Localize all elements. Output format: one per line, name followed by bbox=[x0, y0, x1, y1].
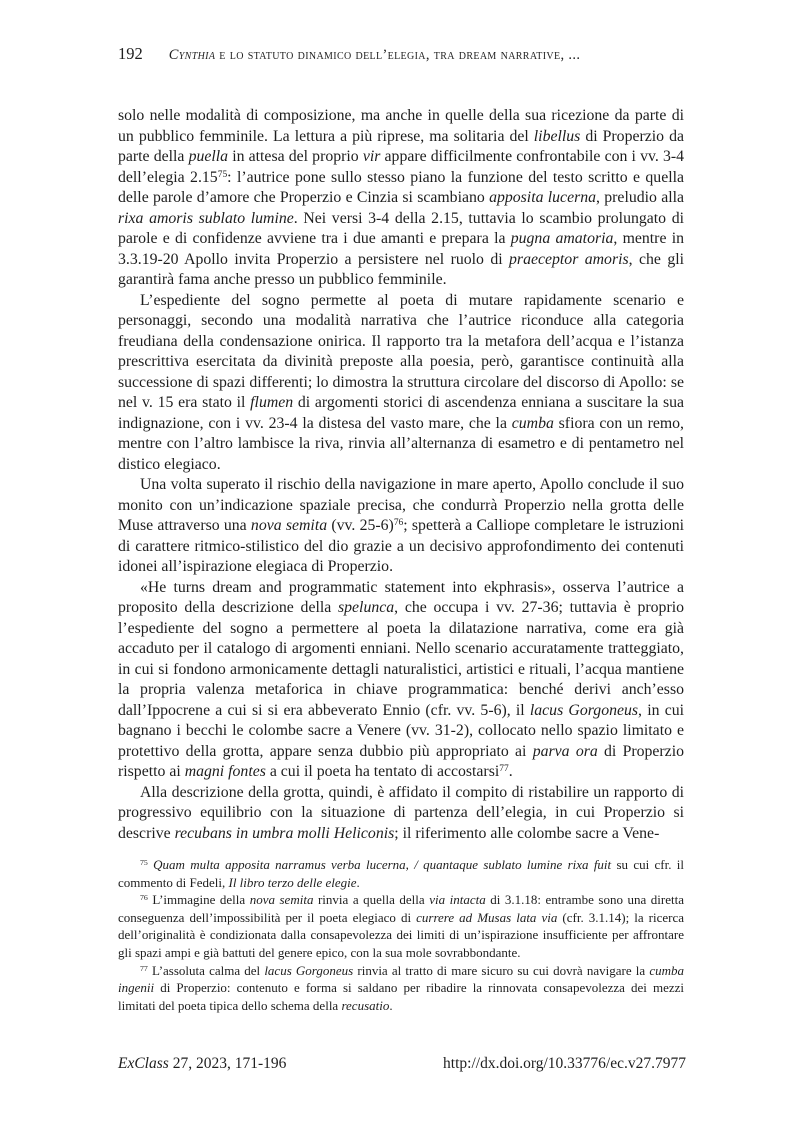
paragraph: solo nelle modalità di composizione, ma anche in quelle della sua ricezione da parte di un pubblico femminile. La lettura a più riprese, ma solitaria del libellus di Properzio da parte della puella in attesa del proprio vir appare difficilmente confrontabile con i vv. 3-4 dell’elegia 2.15$^{75}$: l’autrice pone sullo stesso piano la funzione del testo scritto e quella delle parole d’amore che Properzio e Cinzia si scambiano apposita lucerna, preludio alla rixa amoris sublato lumine. Nei versi 3-4 della 2.15, tuttavia lo scambio prolungato di parole e di confidenze avviene tra i due amanti e prepara la pugna amatoria, mentre in 3.3.19-20 Apollo invita Properzio a persistere nel ruolo di praeceptor amoris, che gli garantirà fama anche presso un pubblico femminile. bbox=[118, 107, 685, 288]
italic-phrase: Il libro terzo delle elegie bbox=[228, 874, 357, 890]
italic-phrase: puella bbox=[188, 148, 229, 165]
italic-phrase: cumba bbox=[511, 414, 554, 432]
italic-phrase: via intacta bbox=[429, 892, 486, 908]
italic-phrase: Cynthia bbox=[168, 47, 216, 63]
running-title: Cynthia e lo statuto dinamico dell’elegia, tra dream narrative, ... bbox=[168, 47, 581, 63]
footnote-ref: 77 bbox=[499, 764, 509, 775]
journal-citation: ExClass 27, 2023, 171-196 bbox=[118, 1055, 287, 1072]
footnote-ref: 76 bbox=[140, 893, 148, 903]
italic-phrase: nova semita bbox=[250, 517, 328, 534]
page-number: 192 bbox=[118, 44, 143, 63]
footnote-ref: 77 bbox=[140, 963, 148, 973]
italic-phrase: spelunca bbox=[338, 599, 395, 616]
footnote-ref: 75 bbox=[217, 169, 228, 180]
italic-phrase: currere ad Musas lata via bbox=[416, 909, 558, 925]
paragraph: L’espediente del sogno permette al poeta di mutare rapidamente scenario e personaggi, secondo una modalità narrativa che l’autrice riconduce alla categoria freudiana della condensazione onirica. Il rapporto tra la metafora dell’acqua e l’istanza prescrittiva esercitata da divinità preposte alla poesia, però, garantisce continuità alla successione di spazi differenti; lo dimostra la struttura circolare del discorso di Apollo: se nel v. 15 era stato il flumen di argomenti storici di ascendenza enniana a suscitare la sua indignazione, con i vv. 23-4 la distesa del vasto mare, che la cumba sfiora con un remo, mentre con l’altro lambisce la riva, rinvia all’alternanza di esametro e di pentametro nel distico elegiaco. bbox=[118, 291, 685, 473]
italic-phrase: vir bbox=[362, 148, 381, 165]
footnote-77: $^{77}$ L’assoluta calma del lacus Gorgoneus rinvia al tratto di mare sicuro su cui dovrà navigare la cumba ingenii di Properzio: contenuto e forma si saldano per ribadire la rinnovata consapevolezza dei mezzi limitati del poeta tipica dello schema della recusatio. bbox=[118, 962, 684, 1013]
paragraph: «He turns dream and programmatic statement into ekphrasis», osserva l’autrice a proposito della descrizione della spelunca, che occupa i vv. 27-36; tuttavia è proprio l’espediente del sogno a permettere al poeta la dilatazione narrativa, come era già accaduto per il catalogo di argomenti enniani. Nello scenario accuratamente tratteggiato, in cui si fondono armonicamente dettagli naturalistici, artistici e rituali, l’acqua mantiene la propria valenza metaforica in chiave programmatica: benché derivi anch’esso dall’Ippocrene a cui si si era abbeverato Ennio (cfr. vv. 5-6), il lacus Gorgoneus, in cui bagnano i becchi le colombe sacre a Venere (vv. 31-2), collocato nello spazio limitato e protettivo della grotta, appare senza dubbio più appropriato ai parva ora di Properzio rispetto ai magni fontes a cui il poeta ha tentato di accostarsi$^{77}$. bbox=[118, 578, 684, 780]
paragraph: Alla descrizione della grotta, quindi, è affidato il compito di ristabilire un rapporto di progressivo equilibrio con la situazione di partenza dell’elegia, in cui Properzio si descrive recubans in umbra molli Heliconis; il riferimento alle colombe sacre a Vene- bbox=[118, 783, 684, 842]
italic-phrase: lacus Gorgoneus bbox=[529, 701, 639, 719]
italic-phrase: recubans in umbra molli Heliconis bbox=[174, 824, 395, 842]
italic-phrase: nova semita bbox=[249, 892, 314, 908]
doi-link[interactable]: http://dx.doi.org/10.33776/ec.v27.7977 bbox=[443, 1055, 686, 1072]
running-head bbox=[118, 44, 686, 64]
footnote-76: $^{76}$ L’immagine della nova semita rinvia a quella della via intacta di 3.1.18: entrambe sono una diretta conseguenza dell’impossibilità per il poeta elegiaco di currere ad Musas lata via (cfr. 3.1.14); la ricerca dell’originalità è condizionata dalla consapevolezza dei limiti di un’ispirazione insufficiente per affrontare gli spazi ampi e già battuti del genere epico, con la sua mole sovrabbondante. bbox=[118, 892, 685, 960]
italic-phrase: parva ora bbox=[532, 742, 598, 760]
italic-phrase: pugna amatoria bbox=[510, 230, 614, 247]
italic-phrase: rixa amoris sublato lumine bbox=[118, 209, 294, 227]
article-body bbox=[118, 106, 684, 844]
footnote-ref: 75 bbox=[140, 858, 148, 868]
italic-phrase: lacus Gorgoneus bbox=[264, 962, 354, 978]
footnote-ref: 76 bbox=[393, 518, 404, 529]
footnotes-section bbox=[118, 856, 684, 1014]
paragraph: Una volta superato il rischio della navigazione in mare aperto, Apollo conclude il suo monito con un’indicazione spaziale precisa, che condurrà Properzio nella grotta delle Muse attraverso una nova semita (vv. 25-6)$^{76}$; spetterà a Calliope completare le istruzioni di carattere ritmico-stilistico del dio grazie a un decisivo approfondimento dei contenuti idonei all’ispirazione elegiaca di Properzio. bbox=[118, 476, 684, 575]
italic-phrase: magni fontes bbox=[184, 763, 266, 780]
italic-phrase: cumba ingenii bbox=[118, 962, 684, 996]
italic-phrase: ExClass bbox=[118, 1055, 169, 1072]
italic-phrase: flumen bbox=[250, 394, 294, 411]
italic-phrase: libellus bbox=[533, 127, 581, 145]
italic-phrase: praeceptor amoris bbox=[509, 250, 629, 268]
italic-phrase: apposita lucerna bbox=[489, 189, 597, 206]
footnote-75: $^{75}$ Quam multa apposita narramus verba lucerna, / quantaque sublato lumine rixa fuit su cui cfr. il commento di Fedeli, Il libro terzo delle elegie. bbox=[118, 857, 685, 890]
italic-phrase: Quam multa apposita narramus verba lucerna, / quantaque sublato lumine rixa fuit bbox=[153, 857, 612, 872]
italic-phrase: recusatio bbox=[341, 997, 390, 1013]
page-footer bbox=[118, 1055, 686, 1073]
